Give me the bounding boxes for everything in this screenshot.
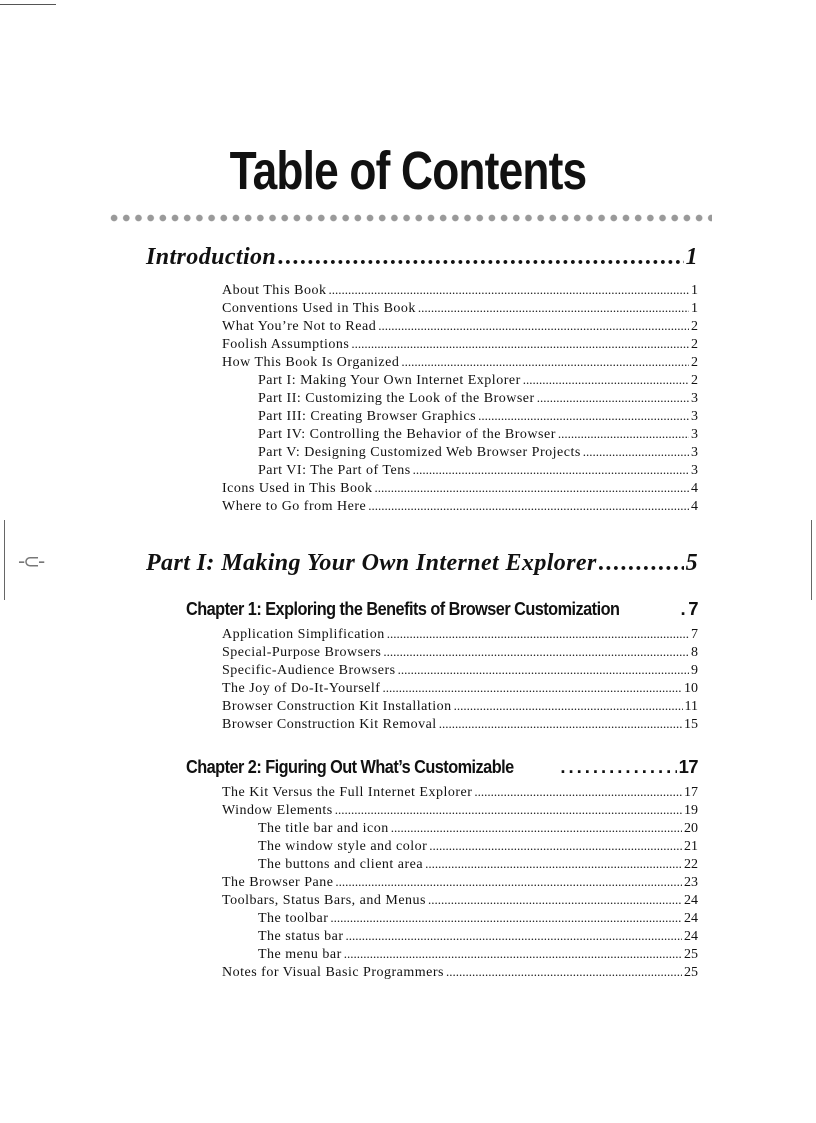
entry-title: Icons Used in This Book	[222, 481, 373, 496]
toc-subentry[interactable]	[258, 408, 698, 425]
dot-leader	[599, 550, 684, 577]
page-number: 24	[684, 911, 698, 926]
toc-entry[interactable]	[222, 680, 698, 697]
dot-leader	[278, 244, 683, 271]
page-number: 3	[691, 463, 698, 478]
toc-entry[interactable]	[222, 282, 698, 299]
entry-title: The window style and color	[258, 839, 428, 854]
page-number: 1	[691, 301, 698, 316]
dot-leader	[425, 856, 682, 872]
entry-title: Part III: Creating Browser Graphics	[258, 409, 477, 424]
page-title: Table of Contents	[229, 141, 587, 201]
toc-chapter-2[interactable]	[186, 756, 698, 778]
toc-part-1[interactable]	[146, 550, 698, 577]
toc-part-introduction[interactable]	[146, 244, 698, 271]
dot-leader	[474, 784, 682, 800]
entry-title: About This Book	[222, 283, 327, 298]
toc-subentry[interactable]	[258, 838, 698, 855]
toc-entry[interactable]	[222, 716, 698, 733]
page-number: 1	[685, 244, 698, 270]
toc-subentry[interactable]	[258, 390, 698, 407]
dot-leader	[428, 892, 682, 908]
dot-leader	[523, 372, 689, 388]
page-number: 5	[685, 550, 698, 576]
entry-title: What You’re Not to Read	[222, 319, 377, 334]
dotted-divider	[108, 212, 712, 224]
page-number: 3	[691, 445, 698, 460]
toc-chapter-1[interactable]	[186, 598, 698, 620]
page-number: 24	[684, 929, 698, 944]
page-number: 2	[691, 337, 698, 352]
page-number: 4	[691, 481, 698, 496]
dot-leader	[344, 946, 682, 962]
toc-subentry[interactable]	[258, 856, 698, 873]
toc-subentry[interactable]	[258, 910, 698, 927]
entry-title: The toolbar	[258, 911, 329, 926]
toc-entry[interactable]	[222, 802, 698, 819]
dot-leader	[681, 598, 687, 620]
entry-title: Part IV: Controlling the Behavior of the Browser	[258, 427, 556, 442]
page-number: 22	[684, 857, 698, 872]
toc-entry[interactable]	[222, 784, 698, 801]
dot-leader	[413, 462, 689, 478]
toc-entry[interactable]	[222, 662, 698, 679]
entry-title: The buttons and client area	[258, 857, 424, 872]
toc-subentry[interactable]	[258, 946, 698, 963]
dot-leader	[387, 626, 689, 642]
entry-title: Window Elements	[222, 803, 333, 818]
page-number: 21	[684, 839, 698, 854]
page-number: 11	[684, 699, 698, 714]
dot-leader	[558, 426, 689, 442]
toc-entry[interactable]	[222, 318, 698, 335]
toc-subentry[interactable]	[258, 372, 698, 389]
chapter-title: Chapter 2: Figuring Out What’s Customizable	[186, 756, 514, 777]
entry-title: Specific-Audience Browsers	[222, 663, 396, 678]
dot-leader	[439, 716, 682, 732]
toc-entry[interactable]	[222, 498, 698, 515]
toc-subentry[interactable]	[258, 426, 698, 443]
toc-entry[interactable]	[222, 892, 698, 909]
entry-title: Part I: Making Your Own Internet Explorer	[258, 373, 521, 388]
entry-title: The Joy of Do-It-Yourself	[222, 681, 381, 696]
page-number: 8	[691, 645, 698, 660]
entry-title: Where to Go from Here	[222, 499, 367, 514]
crop-mark-top-left	[0, 4, 56, 5]
crop-mark-right	[811, 520, 812, 600]
dot-leader	[335, 874, 682, 890]
dot-leader	[378, 318, 689, 334]
toc-entry[interactable]	[222, 626, 698, 643]
dot-leader	[583, 444, 689, 460]
crop-mark-left	[4, 520, 5, 600]
toc-entry[interactable]	[222, 964, 698, 981]
dot-leader	[383, 644, 689, 660]
toc-entry[interactable]	[222, 698, 698, 715]
page-number: 15	[684, 717, 698, 732]
page-number: 7	[688, 598, 698, 619]
page-number: 25	[684, 965, 698, 980]
toc-entry[interactable]	[222, 336, 698, 353]
page-number: 17	[684, 785, 698, 800]
entry-title: Toolbars, Status Bars, and Menus	[222, 893, 427, 908]
page-number: 3	[691, 391, 698, 406]
dot-leader	[346, 928, 682, 944]
dot-leader	[478, 408, 689, 424]
chapter-title: Chapter 1: Exploring the Benefits of Browser Customization	[186, 598, 620, 619]
part-title: Introduction	[146, 244, 277, 270]
page-number: 3	[691, 427, 698, 442]
entry-title: Part VI: The Part of Tens	[258, 463, 411, 478]
entry-title: How This Book Is Organized	[222, 355, 400, 370]
dot-leader	[328, 282, 689, 298]
dot-leader	[382, 680, 682, 696]
page-number: 2	[691, 319, 698, 334]
toc-entry[interactable]	[222, 644, 698, 661]
part-title: Part I: Making Your Own Internet Explorer	[146, 550, 597, 576]
entry-title: The status bar	[258, 929, 344, 944]
page-number: 3	[691, 409, 698, 424]
entry-title: Browser Construction Kit Removal	[222, 717, 437, 732]
registration-mark-icon: -⊂-	[18, 549, 44, 573]
entry-title: The title bar and icon	[258, 821, 389, 836]
page-number: 1	[691, 283, 698, 298]
toc-entry[interactable]	[222, 300, 698, 317]
entry-title: The menu bar	[258, 947, 342, 962]
dot-leader	[351, 336, 689, 352]
dot-leader	[560, 756, 676, 778]
page-number: 10	[684, 681, 698, 696]
dot-leader	[429, 838, 682, 854]
entry-title: Notes for Visual Basic Programmers	[222, 965, 444, 980]
page-number: 25	[684, 947, 698, 962]
dot-leader	[391, 820, 682, 836]
dot-leader	[401, 354, 689, 370]
dot-leader	[454, 698, 683, 714]
page-number: 2	[691, 373, 698, 388]
toc-subentry[interactable]	[258, 444, 698, 461]
dot-leader	[446, 964, 682, 980]
page-number: 7	[691, 627, 698, 642]
entry-title: The Browser Pane	[222, 875, 334, 890]
toc-subentry[interactable]	[258, 820, 698, 837]
page-number: 9	[691, 663, 698, 678]
entry-title: Part V: Designing Customized Web Browser Projects	[258, 445, 581, 460]
page-number: 20	[684, 821, 698, 836]
dot-leader	[398, 662, 689, 678]
entry-title: Application Simplification	[222, 627, 385, 642]
dot-leader	[330, 910, 682, 926]
toc-subentry[interactable]	[258, 928, 698, 945]
entry-title: Special-Purpose Browsers	[222, 645, 382, 660]
dot-leader	[368, 498, 689, 514]
entry-title: Conventions Used in This Book	[222, 301, 416, 316]
page-number: 23	[684, 875, 698, 890]
page-number: 2	[691, 355, 698, 370]
toc-entry[interactable]	[222, 354, 698, 371]
entry-title: The Kit Versus the Full Internet Explorer	[222, 785, 473, 800]
toc-entry[interactable]	[222, 874, 698, 891]
page-number: 4	[691, 499, 698, 514]
page-number: 19	[684, 803, 698, 818]
entry-title: Foolish Assumptions	[222, 337, 350, 352]
page-number: 17	[678, 756, 698, 777]
dot-leader	[537, 390, 689, 406]
entry-title: Browser Construction Kit Installation	[222, 699, 452, 714]
entry-title: Part II: Customizing the Look of the Browser	[258, 391, 535, 406]
toc-entry[interactable]	[222, 480, 698, 497]
dot-leader	[374, 480, 689, 496]
dot-leader	[418, 300, 689, 316]
toc-subentry[interactable]	[258, 462, 698, 479]
dot-leader	[335, 802, 682, 818]
page-number: 24	[684, 893, 698, 908]
